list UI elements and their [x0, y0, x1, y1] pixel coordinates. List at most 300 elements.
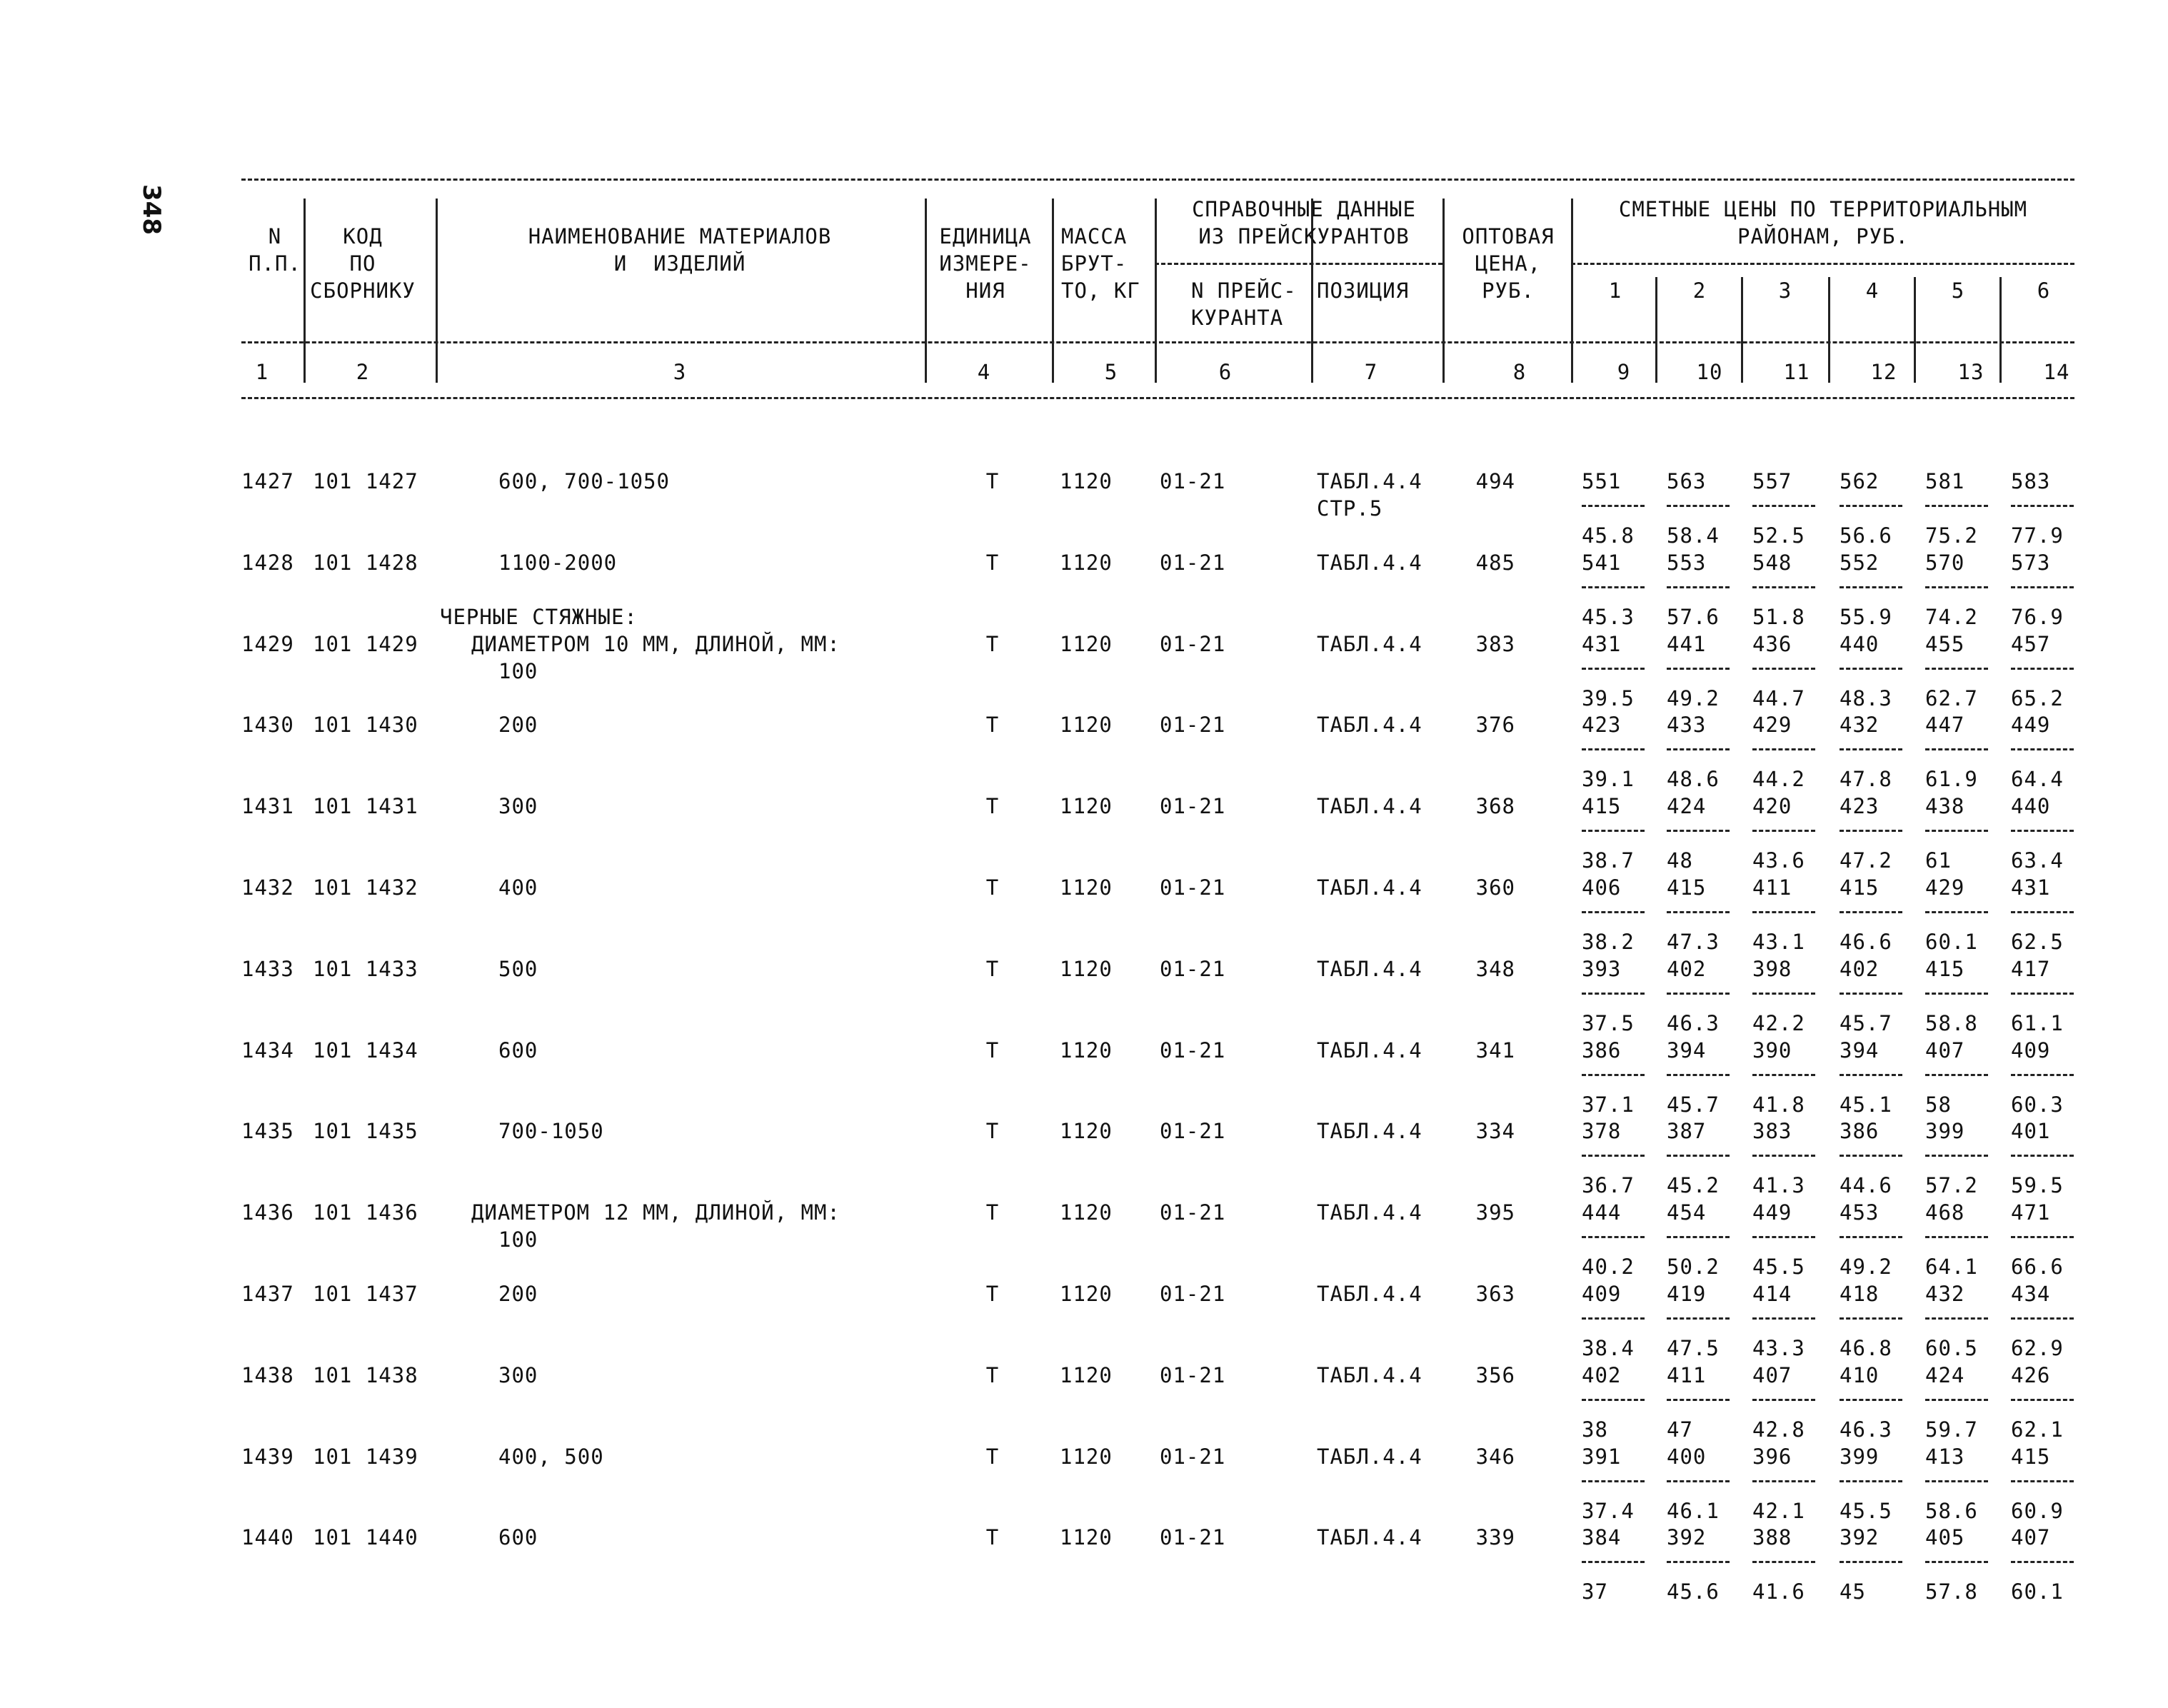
- row-region-price-part: 46.3: [1667, 1011, 1720, 1035]
- price-fraction-line: [1667, 993, 1730, 995]
- row-mass: 1120: [1060, 632, 1113, 656]
- row-unit: Т: [985, 875, 1000, 900]
- row-region-price-part: 40.2: [1582, 1255, 1635, 1279]
- row-region-price: 553: [1667, 551, 1707, 575]
- header-num: N: [268, 224, 282, 248]
- row-wholesale: 494: [1475, 469, 1515, 493]
- row-region-price: 418: [1840, 1282, 1880, 1306]
- header-column-number: 6: [1218, 360, 1233, 384]
- price-fraction-line: [1667, 1399, 1730, 1401]
- row-region-price: 399: [1840, 1445, 1880, 1469]
- row-region-price-part: 38.7: [1582, 848, 1635, 873]
- price-fraction-line: [1582, 1561, 1645, 1563]
- row-region-price: 396: [1752, 1445, 1792, 1469]
- row-region-price-part: 58.4: [1667, 523, 1720, 548]
- row-region-price-part: 50.2: [1667, 1255, 1720, 1279]
- price-fraction-line: [1925, 1236, 1988, 1238]
- header-column-number: 8: [1512, 360, 1527, 384]
- row-region-price-part: 56.6: [1840, 523, 1892, 548]
- price-fraction-line: [2011, 993, 2074, 995]
- price-fraction-line: [2011, 1236, 2074, 1238]
- row-name: 600: [498, 1038, 538, 1063]
- row-region-price: 457: [2011, 632, 2051, 656]
- row-wholesale: 341: [1475, 1038, 1515, 1063]
- price-fraction-line: [1925, 1074, 1988, 1076]
- row-position: ТАБЛ.4.4: [1317, 469, 1422, 493]
- row-region-price: 387: [1667, 1119, 1707, 1143]
- page-number: 348: [137, 184, 166, 235]
- price-fraction-line: [1840, 1236, 1902, 1238]
- row-region-price: 471: [2011, 1200, 2051, 1225]
- price-fraction-line: [1667, 505, 1730, 507]
- row-region-price: 419: [1667, 1282, 1707, 1306]
- row-region-price-part: 43.1: [1752, 930, 1805, 954]
- row-position: ТАБЛ.4.4: [1317, 794, 1422, 818]
- row-region-price-part: 60.9: [2011, 1499, 2064, 1523]
- row-region-price-part: 49.2: [1840, 1255, 1892, 1279]
- price-fraction-line: [1840, 586, 1902, 588]
- row-region-price-part: 76.9: [2011, 605, 2064, 629]
- row-code: 101 1435: [313, 1119, 418, 1143]
- row-region-price: 402: [1840, 957, 1880, 981]
- row-region-price-part: 45.6: [1667, 1579, 1720, 1604]
- header-prices-group: СМЕТНЫЕ ЦЕНЫ ПО ТЕРРИТОРИАЛЬНЫМ: [1618, 197, 2028, 221]
- row-unit: Т: [985, 713, 1000, 737]
- row-name-continued: 100: [498, 1227, 538, 1252]
- row-region-price-part: 41.6: [1752, 1579, 1805, 1604]
- price-fraction-line: [1752, 911, 1815, 913]
- row-region-price: 444: [1582, 1200, 1622, 1225]
- row-position: ТАБЛ.4.4: [1317, 1282, 1422, 1306]
- row-region-price: 415: [2011, 1445, 2051, 1469]
- row-mass: 1120: [1060, 1119, 1113, 1143]
- header-region: 1: [1608, 278, 1622, 303]
- row-region-price: 410: [1840, 1363, 1880, 1387]
- price-fraction-line: [2011, 1317, 2074, 1320]
- price-fraction-line: [1752, 1317, 1815, 1320]
- row-region-price: 407: [1752, 1363, 1792, 1387]
- price-fraction-line: [1667, 1561, 1730, 1563]
- row-unit: Т: [985, 469, 1000, 493]
- header-col-separator: [1052, 199, 1054, 383]
- header-region: 6: [2037, 278, 2051, 303]
- price-fraction-line: [1840, 668, 1902, 670]
- row-region-price-part: 45.2: [1667, 1173, 1720, 1197]
- price-fraction-line: [1667, 1317, 1730, 1320]
- section-label: ЧЕРНЫЕ СТЯЖНЫЕ:: [440, 604, 638, 629]
- row-region-price: 407: [1925, 1038, 1965, 1063]
- row-mass: 1120: [1060, 1525, 1113, 1549]
- row-region-price: 440: [1840, 632, 1880, 656]
- row-region-price: 432: [1925, 1282, 1965, 1306]
- price-fraction-line: [1840, 1155, 1902, 1157]
- row-region-price: 434: [2011, 1282, 2051, 1306]
- header-col-separator: [1442, 199, 1445, 383]
- row-region-price: 431: [1582, 632, 1622, 656]
- row-code: 101 1436: [313, 1200, 418, 1225]
- row-region-price: 386: [1582, 1038, 1622, 1063]
- row-mass: 1120: [1060, 1200, 1113, 1225]
- row-wholesale: 360: [1475, 875, 1515, 900]
- row-unit: Т: [985, 1038, 1000, 1063]
- row-position: ТАБЛ.4.4: [1317, 1119, 1422, 1143]
- row-name: 400, 500: [498, 1445, 604, 1469]
- row-region-price-part: 59.7: [1925, 1417, 1978, 1442]
- row-position: ТАБЛ.4.4: [1317, 713, 1422, 737]
- row-region-price-part: 47.3: [1667, 930, 1720, 954]
- price-fraction-line: [1840, 993, 1902, 995]
- row-region-price: 411: [1752, 875, 1792, 900]
- price-fraction-line: [1925, 830, 1988, 832]
- row-wholesale: 383: [1475, 632, 1515, 656]
- row-region-price: 390: [1752, 1038, 1792, 1063]
- row-region-price: 393: [1582, 957, 1622, 981]
- row-unit: Т: [985, 1200, 1000, 1225]
- row-region-price-part: 65.2: [2011, 686, 2064, 710]
- row-position: ТАБЛ.4.4: [1317, 1445, 1422, 1469]
- row-region-price: 426: [2011, 1363, 2051, 1387]
- row-region-price: 453: [1840, 1200, 1880, 1225]
- row-number: 1430: [241, 713, 294, 737]
- row-region-price-part: 43.6: [1752, 848, 1805, 873]
- row-region-price-part: 47.2: [1840, 848, 1892, 873]
- header-price-list: N ПРЕЙС-: [1191, 278, 1297, 303]
- price-fraction-line: [1582, 1317, 1645, 1320]
- row-price-list: 01-21: [1160, 1200, 1226, 1225]
- price-fraction-line: [1667, 1155, 1730, 1157]
- row-region-price-part: 42.8: [1752, 1417, 1805, 1442]
- row-region-price-part: 74.2: [1925, 605, 1978, 629]
- row-name: 700-1050: [498, 1119, 604, 1143]
- row-region-price-part: 38.2: [1582, 930, 1635, 954]
- row-name: 200: [498, 713, 538, 737]
- row-price-list: 01-21: [1160, 1119, 1226, 1143]
- row-region-price: 449: [2011, 713, 2051, 737]
- price-fraction-line: [2011, 911, 2074, 913]
- price-fraction-line: [2011, 748, 2074, 750]
- row-position: ТАБЛ.4.4: [1317, 551, 1422, 575]
- row-price-list: 01-21: [1160, 551, 1226, 575]
- row-region-price-part: 37.4: [1582, 1499, 1635, 1523]
- header-column-number: 13: [1957, 360, 1984, 384]
- row-wholesale: 395: [1475, 1200, 1515, 1225]
- row-unit: Т: [985, 794, 1000, 818]
- header-region: 4: [1865, 278, 1880, 303]
- row-code: 101 1439: [313, 1445, 418, 1469]
- row-position: ТАБЛ.4.4: [1317, 632, 1422, 656]
- price-fraction-line: [1925, 1155, 1988, 1157]
- row-region-price: 449: [1752, 1200, 1792, 1225]
- row-region-price: 551: [1582, 469, 1622, 493]
- row-region-price: 423: [1582, 713, 1622, 737]
- row-region-price-part: 58: [1925, 1092, 1952, 1117]
- row-region-price: 573: [2011, 551, 2051, 575]
- price-fraction-line: [1840, 1480, 1902, 1482]
- price-fraction-line: [1752, 1074, 1815, 1076]
- price-fraction-line: [1840, 748, 1902, 750]
- header-column-number: 9: [1617, 360, 1631, 384]
- row-region-price-part: 37: [1582, 1579, 1608, 1604]
- price-fraction-line: [1582, 1480, 1645, 1482]
- header-unit: НИЯ: [965, 278, 1005, 303]
- row-region-price: 414: [1752, 1282, 1792, 1306]
- row-region-price-part: 66.6: [2011, 1255, 2064, 1279]
- row-position-continued: СТР.5: [1317, 496, 1383, 521]
- header-mass: ТО, КГ: [1061, 278, 1140, 303]
- row-region-price: 432: [1840, 713, 1880, 737]
- row-region-price: 557: [1752, 469, 1792, 493]
- header-column-number: 12: [1870, 360, 1897, 384]
- price-fraction-line: [1582, 830, 1645, 832]
- row-number: 1438: [241, 1363, 294, 1387]
- row-mass: 1120: [1060, 713, 1113, 737]
- price-fraction-line: [1667, 830, 1730, 832]
- price-fraction-line: [1925, 505, 1988, 507]
- price-fraction-line: [1752, 586, 1815, 588]
- header-column-number: 14: [2043, 360, 2070, 384]
- row-region-price: 424: [1925, 1363, 1965, 1387]
- row-region-price: 400: [1667, 1445, 1707, 1469]
- price-fraction-line: [1582, 1399, 1645, 1401]
- row-number: 1436: [241, 1200, 294, 1225]
- row-region-price-part: 47: [1667, 1417, 1693, 1442]
- row-region-price: 411: [1667, 1363, 1707, 1387]
- row-region-price: 407: [2011, 1525, 2051, 1549]
- row-region-price: 415: [1667, 875, 1707, 900]
- price-fraction-line: [2011, 830, 2074, 832]
- row-region-price-part: 51.8: [1752, 605, 1805, 629]
- price-fraction-line: [1582, 668, 1645, 670]
- row-region-price-part: 60.1: [2011, 1579, 2064, 1604]
- row-region-price-part: 38: [1582, 1417, 1608, 1442]
- row-region-price-part: 45.5: [1840, 1499, 1892, 1523]
- row-number: 1428: [241, 551, 294, 575]
- row-unit: Т: [985, 551, 1000, 575]
- header-column-number: 7: [1364, 360, 1378, 384]
- row-region-price: 468: [1925, 1200, 1965, 1225]
- row-region-price: 447: [1925, 713, 1965, 737]
- row-unit: Т: [985, 1119, 1000, 1143]
- row-region-price-part: 46.3: [1840, 1417, 1892, 1442]
- row-region-price-part: 58.8: [1925, 1011, 1978, 1035]
- row-region-price-part: 45.1: [1840, 1092, 1892, 1117]
- row-unit: Т: [985, 1363, 1000, 1387]
- row-region-price: 402: [1582, 1363, 1622, 1387]
- price-fraction-line: [1840, 1399, 1902, 1401]
- row-region-price: 436: [1752, 632, 1792, 656]
- row-region-price: 417: [2011, 957, 2051, 981]
- header-name: И ИЗДЕЛИЙ: [613, 251, 746, 276]
- price-fraction-line: [1925, 993, 1988, 995]
- row-region-price: 441: [1667, 632, 1707, 656]
- row-region-price-part: 44.7: [1752, 686, 1805, 710]
- price-fraction-line: [1667, 748, 1730, 750]
- row-region-price: 424: [1667, 794, 1707, 818]
- row-name: 600, 700-1050: [498, 469, 670, 493]
- row-region-price-part: 62.5: [2011, 930, 2064, 954]
- header-numbers-rule: [241, 341, 2074, 343]
- price-fraction-line: [1925, 668, 1988, 670]
- price-fraction-line: [1752, 993, 1815, 995]
- row-code: 101 1434: [313, 1038, 418, 1063]
- row-region-price-part: 64.1: [1925, 1255, 1978, 1279]
- price-fraction-line: [1752, 1561, 1815, 1563]
- row-region-price-part: 45.3: [1582, 605, 1635, 629]
- row-region-price: 552: [1840, 551, 1880, 575]
- row-region-price: 429: [1925, 875, 1965, 900]
- row-name: 300: [498, 794, 538, 818]
- price-fraction-line: [1582, 586, 1645, 588]
- price-fraction-line: [1840, 505, 1902, 507]
- price-fraction-line: [1925, 586, 1988, 588]
- row-region-price: 415: [1840, 875, 1880, 900]
- row-region-price: 405: [1925, 1525, 1965, 1549]
- row-unit: Т: [985, 1525, 1000, 1549]
- row-position: ТАБЛ.4.4: [1317, 1038, 1422, 1063]
- row-region-price: 384: [1582, 1525, 1622, 1549]
- header-bottom-rule: [241, 397, 2074, 399]
- header-column-number: 3: [673, 360, 687, 384]
- price-fraction-line: [1752, 505, 1815, 507]
- row-region-price: 401: [2011, 1119, 2051, 1143]
- price-fraction-line: [1582, 911, 1645, 913]
- row-region-price: 454: [1667, 1200, 1707, 1225]
- price-fraction-line: [1840, 1561, 1902, 1563]
- row-region-price-part: 46.8: [1840, 1336, 1892, 1360]
- row-region-price: 409: [1582, 1282, 1622, 1306]
- region-col-separator: [1655, 277, 1657, 383]
- price-fraction-line: [2011, 586, 2074, 588]
- row-region-price: 541: [1582, 551, 1622, 575]
- row-region-price: 378: [1582, 1119, 1622, 1143]
- row-region-price-part: 57.6: [1667, 605, 1720, 629]
- price-fraction-line: [1840, 1074, 1902, 1076]
- row-region-price: 398: [1752, 957, 1792, 981]
- row-region-price-part: 44.6: [1840, 1173, 1892, 1197]
- region-col-separator: [1999, 277, 2002, 383]
- row-wholesale: 356: [1475, 1363, 1515, 1387]
- row-region-price-part: 75.2: [1925, 523, 1978, 548]
- row-unit: Т: [985, 1282, 1000, 1306]
- row-region-price-part: 77.9: [2011, 523, 2064, 548]
- row-region-price-part: 55.9: [1840, 605, 1892, 629]
- price-fraction-line: [1582, 1155, 1645, 1157]
- row-region-price-part: 58.6: [1925, 1499, 1978, 1523]
- row-region-price: 583: [2011, 469, 2051, 493]
- row-price-list: 01-21: [1160, 713, 1226, 737]
- row-region-price-part: 41.8: [1752, 1092, 1805, 1117]
- row-name: 600: [498, 1525, 538, 1549]
- row-region-price: 399: [1925, 1119, 1965, 1143]
- row-region-price: 431: [2011, 875, 2051, 900]
- price-fraction-line: [1925, 911, 1988, 913]
- row-region-price-part: 57.2: [1925, 1173, 1978, 1197]
- row-code: 101 1427: [313, 469, 418, 493]
- header-col-separator: [303, 199, 306, 383]
- row-region-price-part: 61.9: [1925, 767, 1978, 791]
- row-unit: Т: [985, 1445, 1000, 1469]
- row-region-price-part: 61: [1925, 848, 1952, 873]
- row-region-price-part: 46.6: [1840, 930, 1892, 954]
- row-code: 101 1429: [313, 632, 418, 656]
- header-column-number: 5: [1104, 360, 1118, 384]
- row-code: 101 1437: [313, 1282, 418, 1306]
- row-region-price-part: 46.1: [1667, 1499, 1720, 1523]
- row-number: 1437: [241, 1282, 294, 1306]
- row-mass: 1120: [1060, 1363, 1113, 1387]
- row-name: 200: [498, 1282, 538, 1306]
- price-fraction-line: [1582, 505, 1645, 507]
- price-fraction-line: [2011, 1480, 2074, 1482]
- row-region-price: 406: [1582, 875, 1622, 900]
- row-wholesale: 363: [1475, 1282, 1515, 1306]
- header-code: КОД: [343, 224, 383, 248]
- row-region-price-part: 45.5: [1752, 1255, 1805, 1279]
- header-num: П.П.: [249, 251, 301, 276]
- row-mass: 1120: [1060, 794, 1113, 818]
- price-fraction-line: [1752, 1480, 1815, 1482]
- header-region: 5: [1951, 278, 1965, 303]
- row-unit: Т: [985, 632, 1000, 656]
- row-region-price: 433: [1667, 713, 1707, 737]
- row-name: 1100-2000: [498, 551, 618, 575]
- row-region-price: 415: [1925, 957, 1965, 981]
- price-fraction-line: [1840, 1317, 1902, 1320]
- row-region-price-part: 64.4: [2011, 767, 2064, 791]
- row-unit: Т: [985, 957, 1000, 981]
- row-region-price-part: 38.4: [1582, 1336, 1635, 1360]
- price-fraction-line: [1667, 668, 1730, 670]
- header-code: СБОРНИКУ: [310, 278, 416, 303]
- price-fraction-line: [1752, 668, 1815, 670]
- price-fraction-line: [1582, 1074, 1645, 1076]
- row-number: 1427: [241, 469, 294, 493]
- row-region-price-part: 39.1: [1582, 767, 1635, 791]
- header-column-number: 2: [356, 360, 370, 384]
- header-column-number: 1: [255, 360, 269, 384]
- header-price-list: КУРАНТА: [1191, 306, 1284, 330]
- region-col-separator: [1828, 277, 1830, 383]
- row-price-list: 01-21: [1160, 875, 1226, 900]
- row-code: 101 1432: [313, 875, 418, 900]
- header-position: ПОЗИЦИЯ: [1317, 278, 1410, 303]
- region-col-separator: [1914, 277, 1916, 383]
- row-wholesale: 334: [1475, 1119, 1515, 1143]
- row-region-price-part: 39.5: [1582, 686, 1635, 710]
- price-fraction-line: [1840, 830, 1902, 832]
- price-fraction-line: [1925, 748, 1988, 750]
- header-prices-group: РАЙОНАМ, РУБ.: [1737, 224, 1909, 248]
- row-name: 400: [498, 875, 538, 900]
- row-mass: 1120: [1060, 1038, 1113, 1063]
- row-region-price: 563: [1667, 469, 1707, 493]
- row-price-list: 01-21: [1160, 794, 1226, 818]
- row-position: ТАБЛ.4.4: [1317, 1363, 1422, 1387]
- row-code: 101 1438: [313, 1363, 418, 1387]
- row-region-price: 581: [1925, 469, 1965, 493]
- region-col-separator: [1741, 277, 1743, 383]
- price-fraction-line: [2011, 668, 2074, 670]
- row-region-price: 562: [1840, 469, 1880, 493]
- row-region-price: 570: [1925, 551, 1965, 575]
- price-fraction-line: [1667, 911, 1730, 913]
- row-price-list: 01-21: [1160, 469, 1226, 493]
- header-name: НАИМЕНОВАНИЕ МАТЕРИАЛОВ: [528, 224, 832, 248]
- row-code: 101 1440: [313, 1525, 418, 1549]
- row-region-price-part: 62.9: [2011, 1336, 2064, 1360]
- row-code: 101 1430: [313, 713, 418, 737]
- row-region-price: 420: [1752, 794, 1792, 818]
